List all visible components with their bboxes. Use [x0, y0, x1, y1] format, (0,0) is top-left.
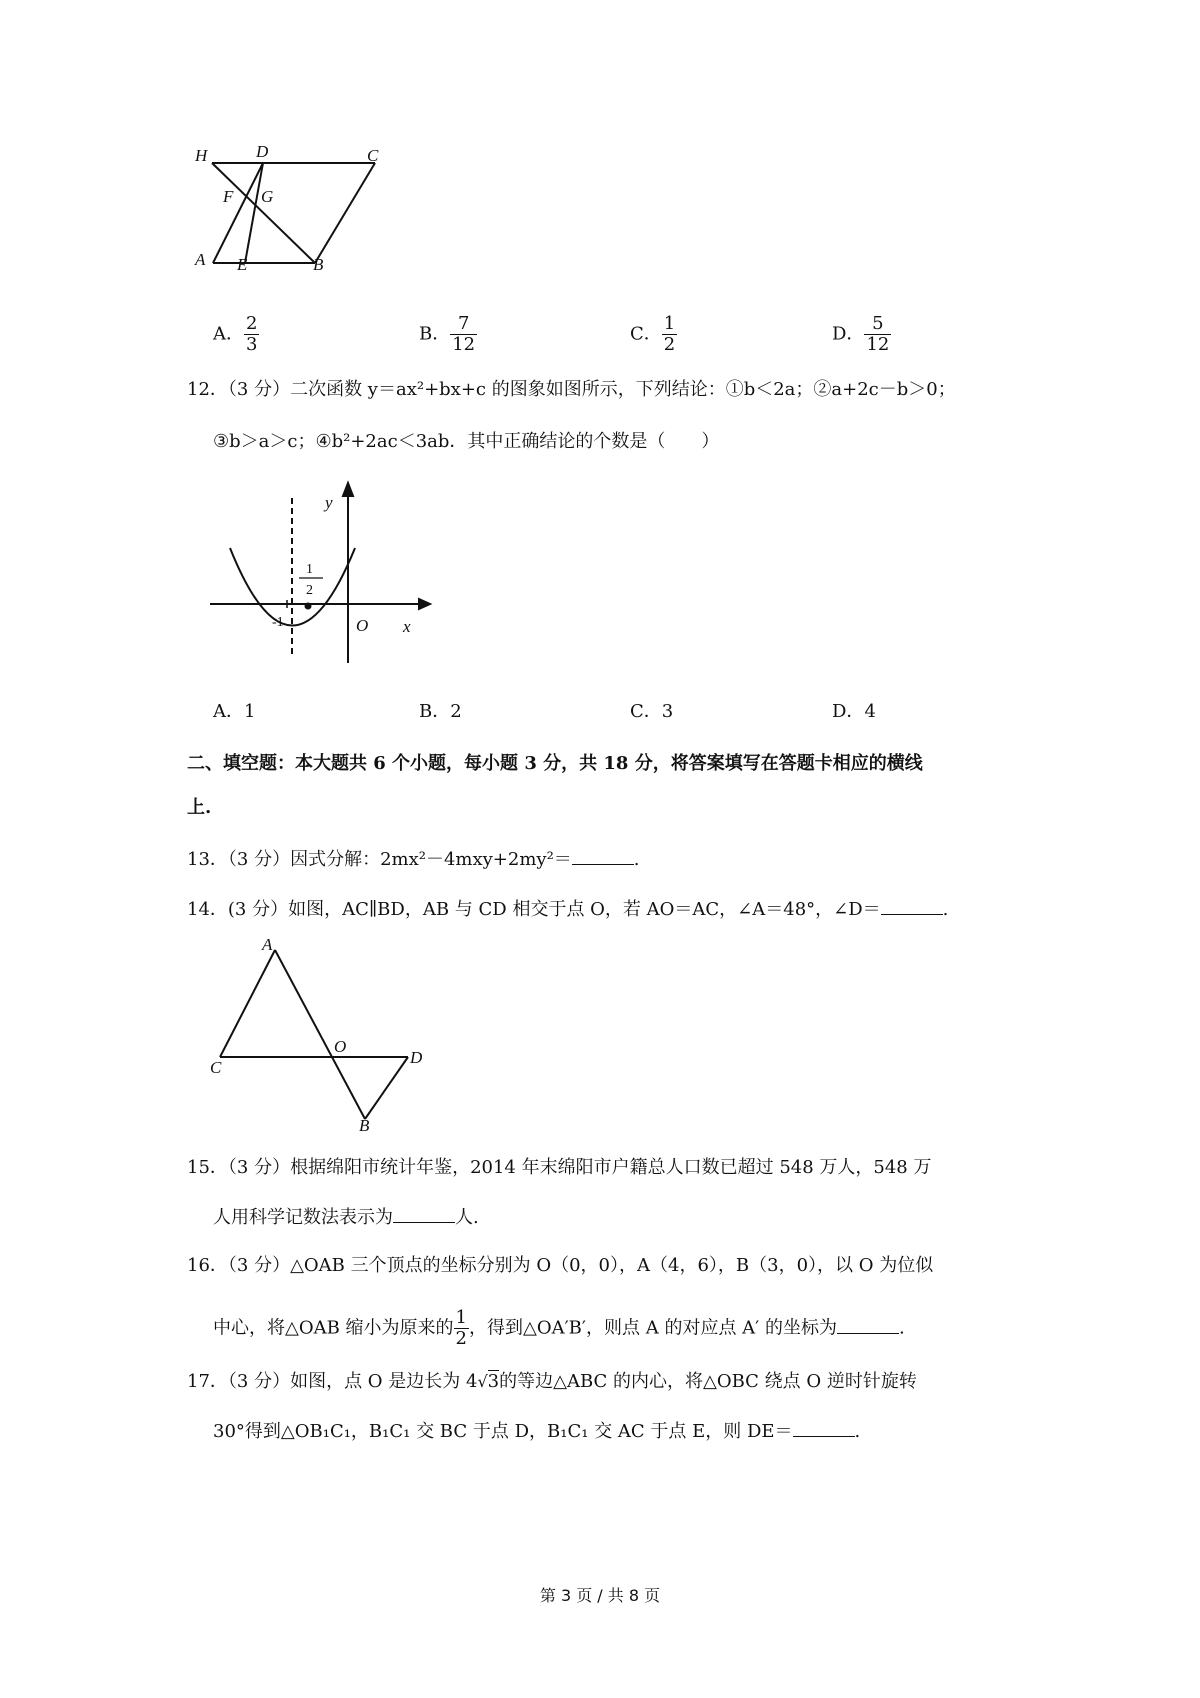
answer-blank	[572, 850, 634, 865]
label-half-den: 2	[306, 583, 313, 598]
q16-line1: 16．（3 分）△OAB 三个顶点的坐标分别为 O（0，0），A（4，6），B（3，0），以 O 为位似	[187, 1255, 934, 1276]
answer-blank	[881, 900, 943, 915]
label-e: E	[237, 255, 248, 274]
q11-option-b: B． $\frac{7}{12}$	[419, 313, 476, 355]
q12-figure	[205, 478, 440, 668]
label-neg1: -1	[272, 615, 284, 630]
q16-line2: 中心，将△OAB 缩小为原来的 $\frac{1}{2}$ ，得到△OA′B′，则点 A 的对应点 A′ 的坐标为 .	[213, 1307, 905, 1349]
q14-text: 14．(3 分）如图，AC∥BD，AB 与 CD 相交于点 O，若 AO＝AC，∠A＝48°，∠D＝ .	[187, 899, 949, 920]
page-footer: 第 3 页 / 共 8 页	[539, 1586, 661, 1605]
q15-line2: 人用科学记数法表示为 人.	[213, 1207, 479, 1228]
label-x: x	[403, 617, 411, 636]
q12-option-a: A．1	[213, 701, 256, 722]
q12-option-d: D．4	[832, 701, 876, 722]
label-o: O	[334, 1037, 347, 1056]
label-b: B	[359, 1116, 370, 1135]
label-a: A	[262, 935, 273, 954]
label-o: O	[356, 616, 369, 635]
section2-title-line2: 上.	[187, 797, 212, 818]
q11-option-c: C． $\frac{1}{2}$	[630, 313, 676, 355]
label-a: A	[195, 250, 206, 269]
label-d: D	[410, 1048, 423, 1067]
q14-figure	[205, 935, 435, 1135]
section2-title-line1: 二、填空题：本大题共 6 个小题，每小题 3 分，共 18 分，将答案填写在答题卡相应的横线	[187, 753, 923, 774]
q13-text: 13．（3 分）因式分解：2mx²－4mxy+2my²＝ .	[187, 849, 640, 870]
q17-line1: 17．（3 分）如图，点 O 是边长为 4√3的等边△ABC 的内心，将△OBC 绕点 O 逆时针旋转	[187, 1371, 917, 1392]
label-f: F	[223, 187, 234, 206]
answer-blank	[837, 1319, 899, 1334]
q12-option-c: C．3	[630, 701, 674, 722]
label-h: H	[195, 146, 208, 165]
q12-option-b: B．2	[419, 701, 462, 722]
label-c: C	[367, 146, 379, 165]
answer-blank	[793, 1422, 855, 1437]
label-g: G	[261, 187, 274, 206]
q12-line2: ③b＞a＞c；④b²+2ac＜3ab．其中正确结论的个数是（ ）	[213, 431, 720, 452]
label-half-num: 1	[306, 562, 313, 577]
q11-option-a: A． $\frac{2}{3}$	[213, 313, 258, 355]
label-d: D	[256, 142, 269, 161]
q17-line2: 30°得到△OB₁C₁，B₁C₁ 交 BC 于点 D，B₁C₁ 交 AC 于点 E，则 DE＝ .	[213, 1421, 861, 1442]
q11-figure	[185, 140, 415, 285]
q11-option-d: D． $\frac{5}{12}$	[832, 313, 890, 355]
q12-line1: 12．（3 分）二次函数 y＝ax²+bx+c 的图象如图所示，下列结论：①b＜2a；②a+2c－b＞0；	[187, 379, 956, 400]
label-c: C	[210, 1058, 222, 1077]
label-y: y	[325, 493, 333, 512]
answer-blank	[393, 1208, 455, 1223]
label-b: B	[313, 255, 324, 274]
q15-line1: 15．（3 分）根据绵阳市统计年鉴，2014 年末绵阳市户籍总人口数已超过 548 万人，548 万	[187, 1157, 932, 1178]
